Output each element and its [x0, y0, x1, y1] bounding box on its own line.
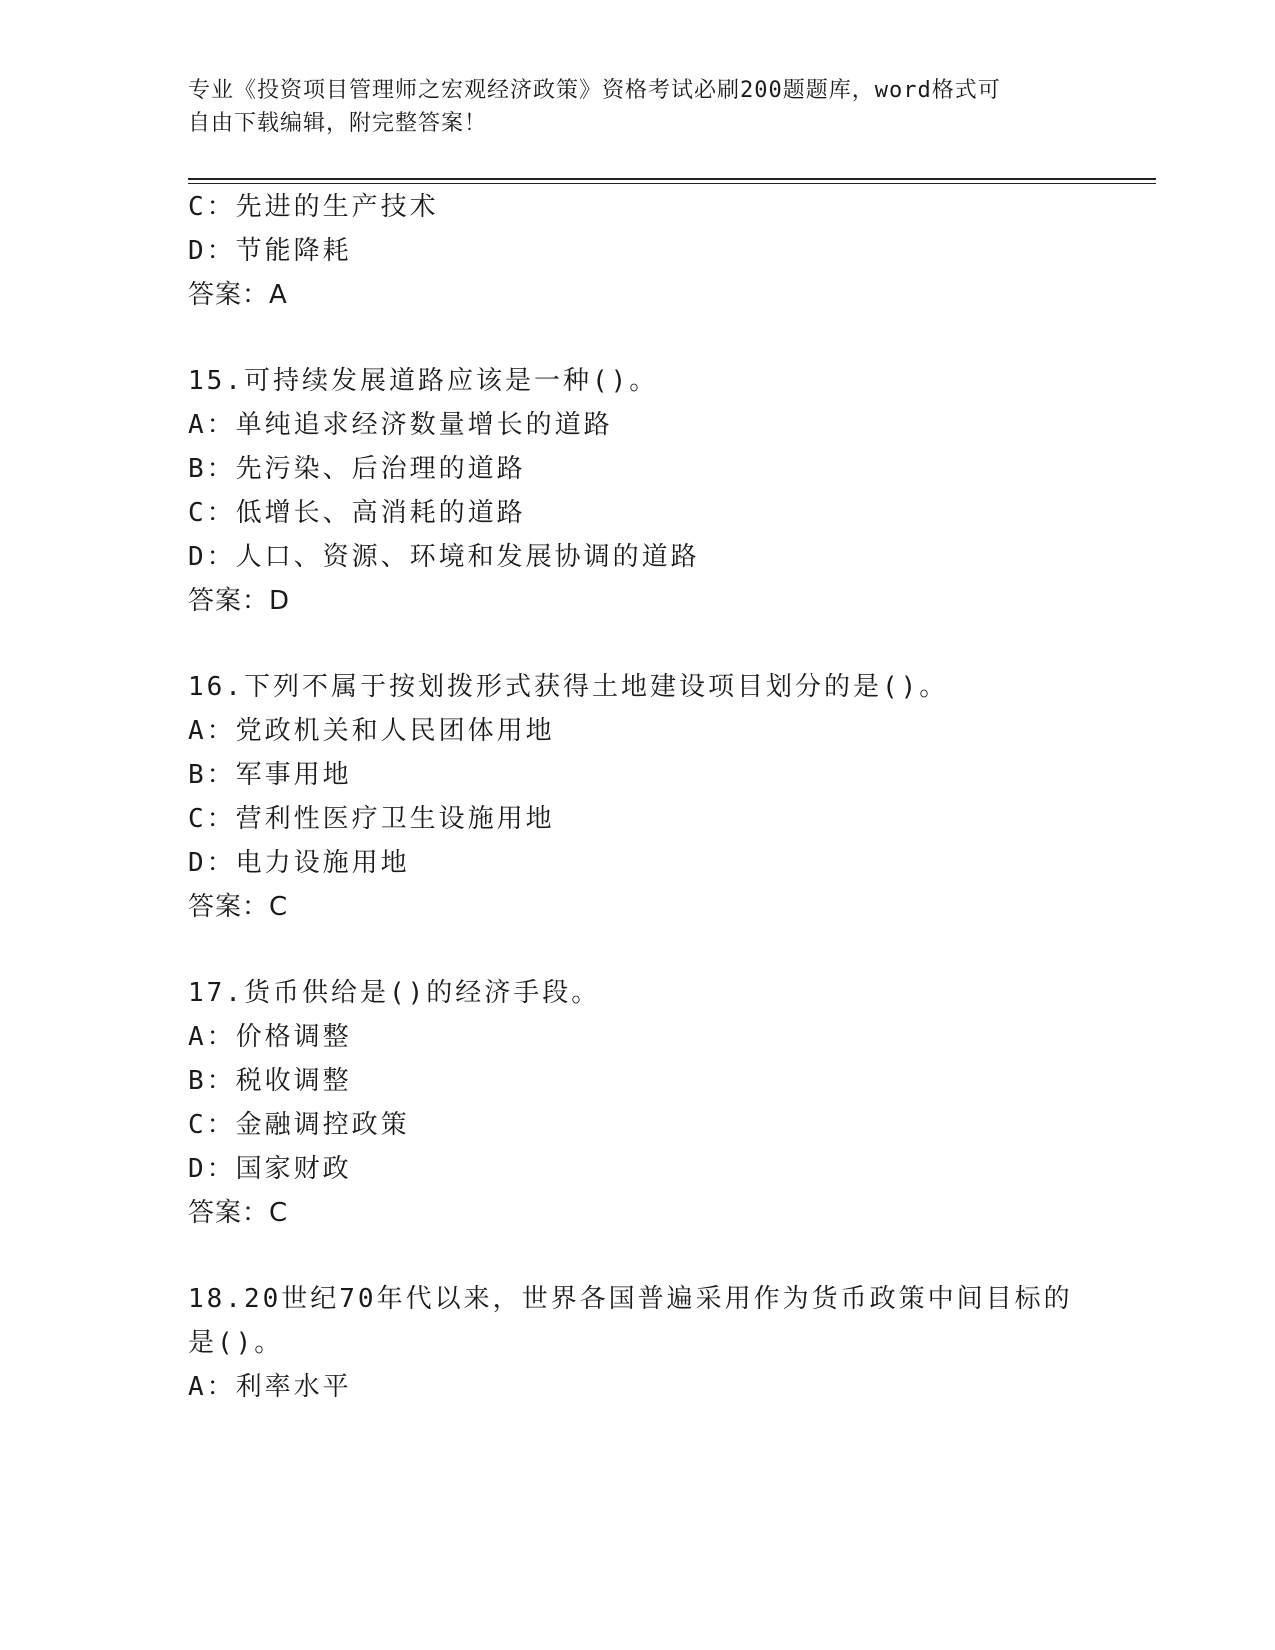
option-a: A：单纯追求经济数量增长的道路	[188, 410, 613, 440]
option-c: C：营利性医疗卫生设施用地	[188, 804, 555, 834]
option-d: D：国家财政	[188, 1154, 352, 1184]
option-b: B：先污染、后治理的道路	[188, 454, 526, 484]
option-d: D：人口、资源、环境和发展协调的道路	[188, 542, 700, 572]
header-divider-thin	[188, 183, 1156, 184]
question-stem: 17.货币供给是()的经济手段。	[188, 978, 601, 1008]
header-line-1: 专业《投资项目管理师之宏观经济政策》资格考试必刷200题题库，word格式可	[188, 78, 1001, 103]
option-d: D：电力设施用地	[188, 848, 410, 878]
option-c: C：低增长、高消耗的道路	[188, 498, 526, 528]
answer: 答案：C	[188, 1198, 289, 1228]
header-divider	[188, 178, 1156, 180]
question-stem: 15.可持续发展道路应该是一种()。	[188, 366, 659, 396]
document-header	[188, 74, 1068, 140]
option-a: A：利率水平	[188, 1372, 352, 1402]
header-line-2: 自由下载编辑，附完整答案！	[188, 111, 488, 136]
option-a: A：党政机关和人民团体用地	[188, 716, 555, 746]
question-stem: 18.20世纪70年代以来，世界各国普遍采用作为货币政策中间目标的	[188, 1284, 1073, 1314]
question-stem: 16.下列不属于按划拨形式获得土地建设项目划分的是()。	[188, 672, 949, 702]
option-d: D：节能降耗	[188, 236, 352, 266]
option-a: A：价格调整	[188, 1022, 352, 1052]
answer: 答案：C	[188, 892, 289, 922]
question-stem-continued: 是()。	[188, 1328, 284, 1358]
option-c: C：金融调控政策	[188, 1110, 410, 1140]
answer: 答案：D	[188, 586, 291, 616]
option-b: B：军事用地	[188, 760, 352, 790]
answer: 答案：A	[188, 280, 288, 310]
option-b: B：税收调整	[188, 1066, 352, 1096]
option-c: C：先进的生产技术	[188, 192, 439, 222]
